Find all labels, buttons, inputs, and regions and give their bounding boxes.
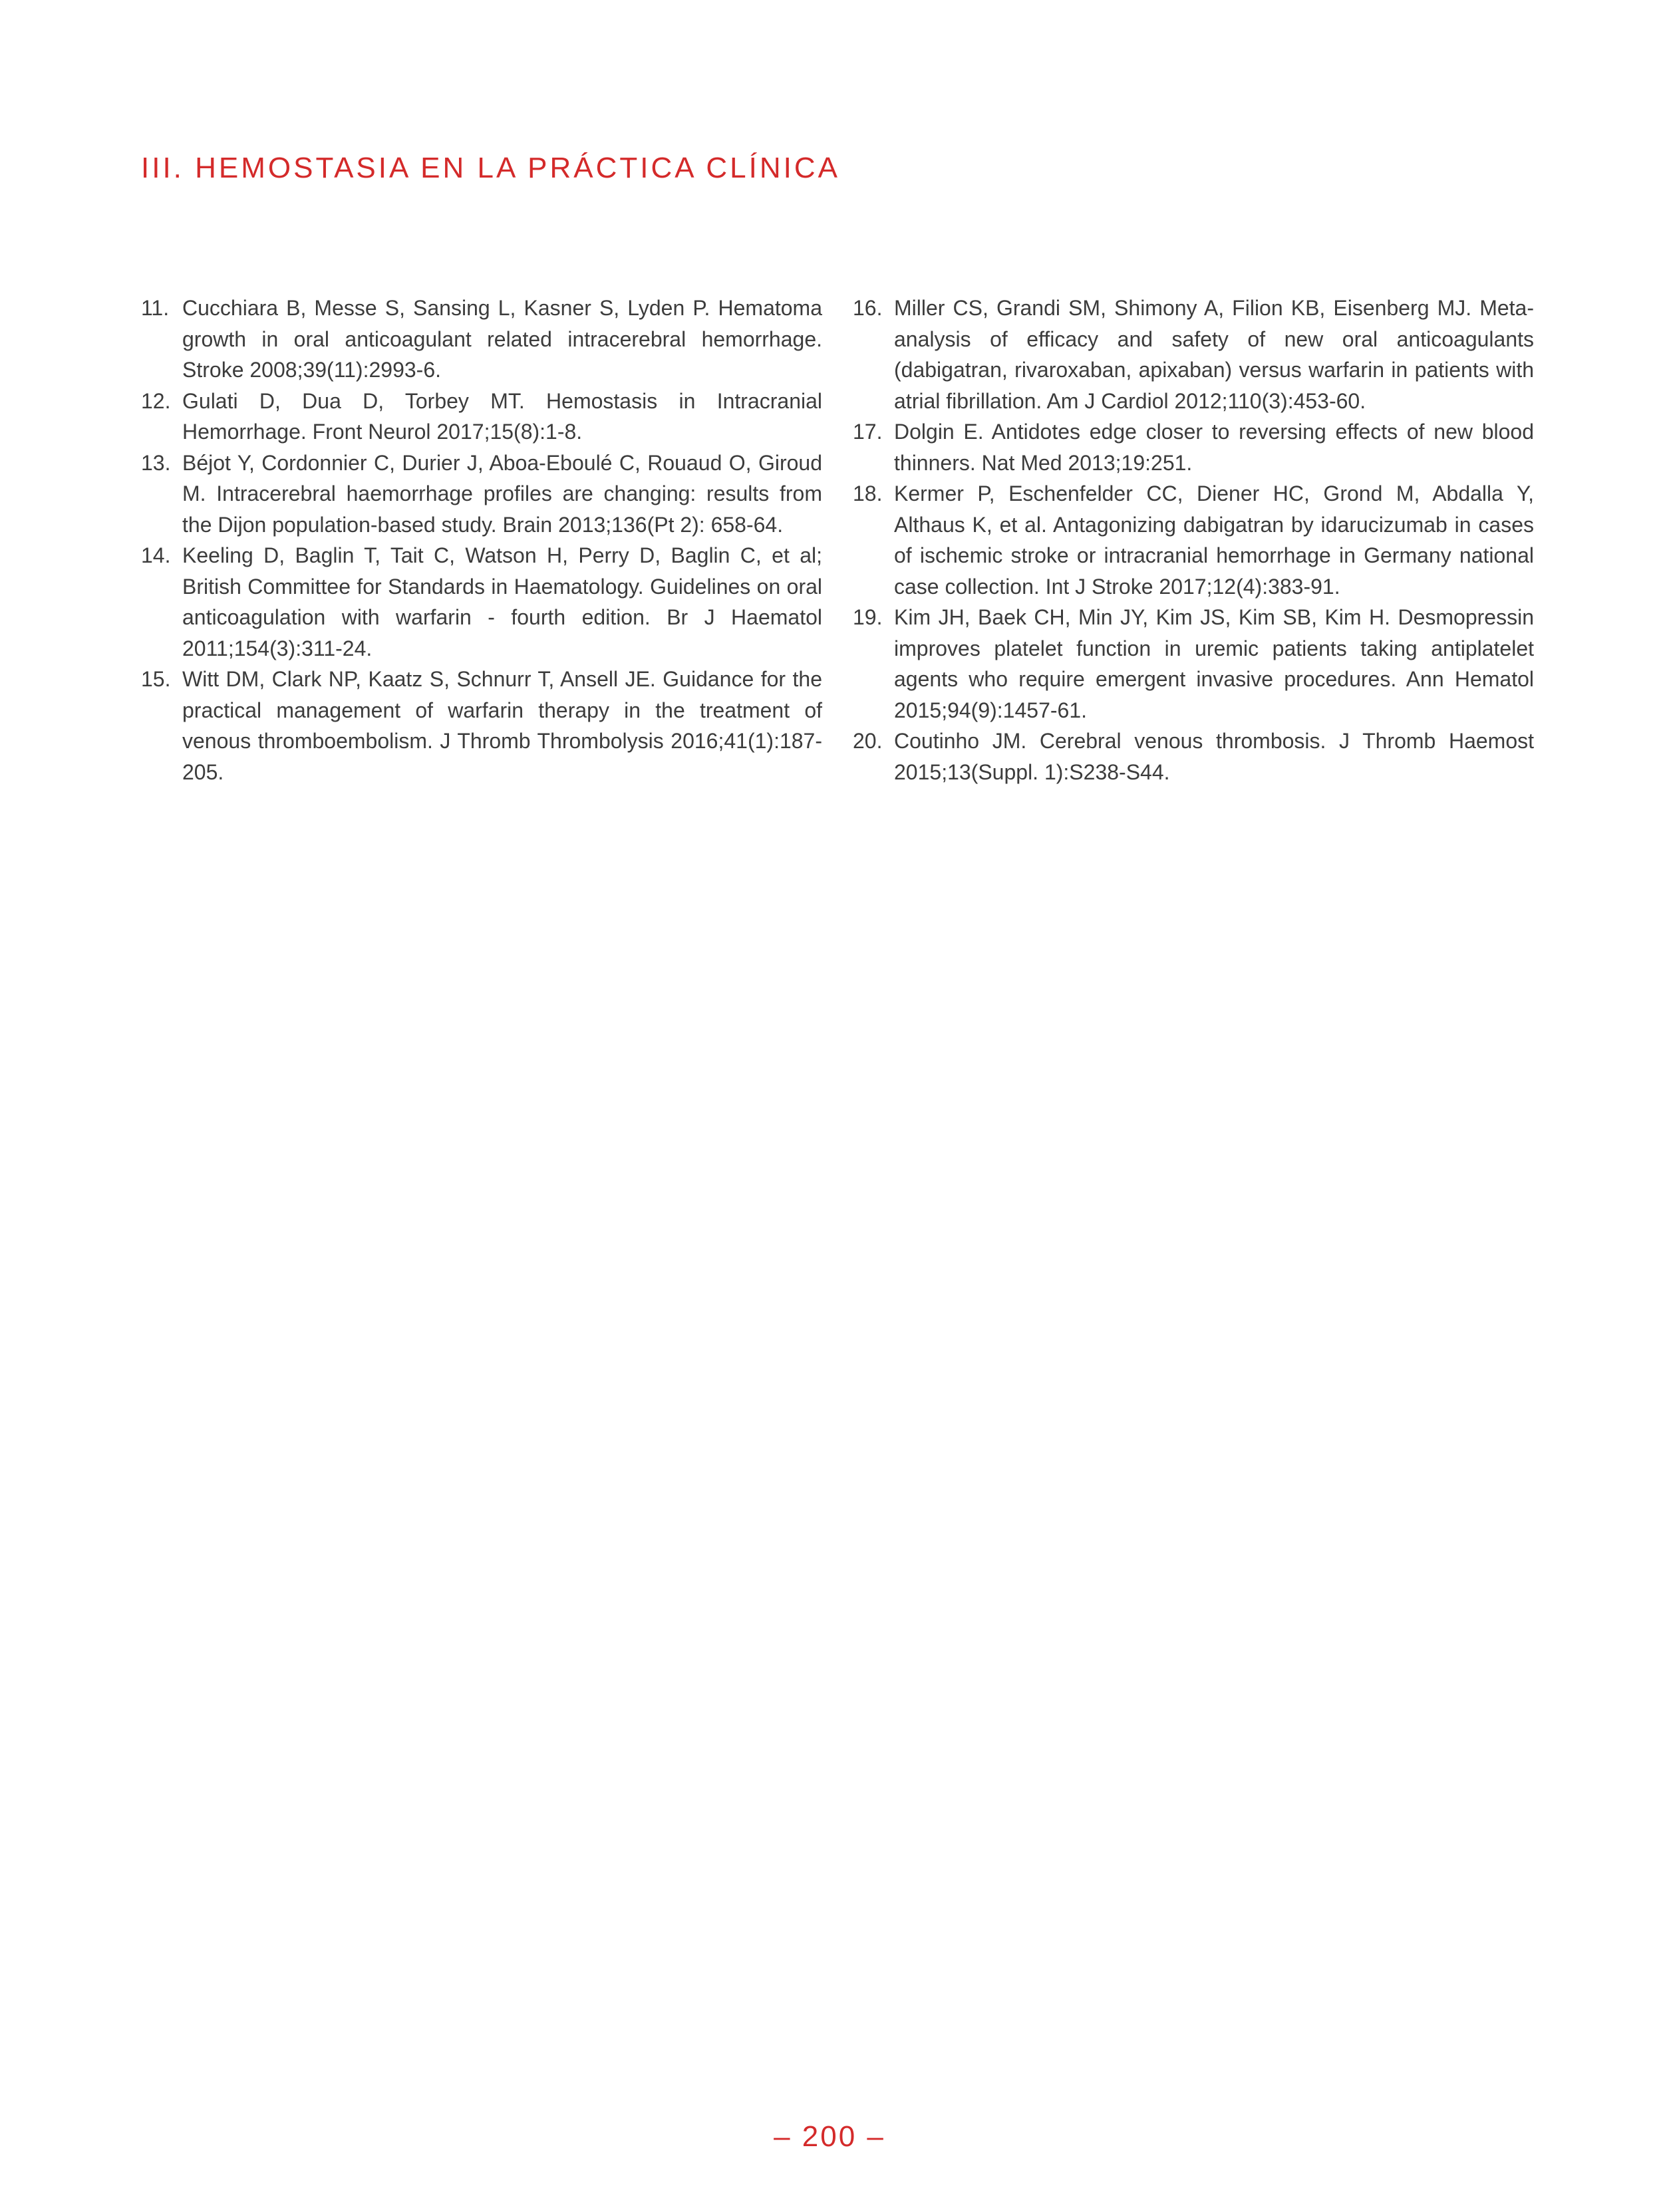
reference-number: 11. <box>141 296 170 320</box>
reference-text: Cucchiara B, Messe S, Sansing L, Kasner S, Lyden P. Hematoma growth in oral anticoagulant related intracerebral hemorrhage. Stroke 2008;39(11):2993-6. <box>182 296 822 382</box>
page-number: – 200 – <box>774 2120 885 2153</box>
reference-item <box>141 386 822 448</box>
reference-text: Kim JH, Baek CH, Min JY, Kim JS, Kim SB, Kim H. Desmopressin improves platelet function in uremic patients taking antiplatelet agents who require emergent invasive procedures. Ann Hematol 2015;94(9):1457-61. <box>894 605 1534 722</box>
reference-item <box>141 293 822 386</box>
references-right-column <box>853 293 1534 787</box>
references-left-column <box>141 293 822 787</box>
reference-text: Miller CS, Grandi SM, Shimony A, Filion KB, Eisenberg MJ. Meta-analysis of efficacy and safety of new oral anticoagulants (dabigatran, rivaroxaban, apixaban) versus warfarin in patients with atrial fibrillation. Am J Cardiol 2012;110(3):453-60. <box>894 296 1534 413</box>
reference-number: 16. <box>853 296 883 320</box>
reference-item <box>141 540 822 664</box>
reference-text: Witt DM, Clark NP, Kaatz S, Schnurr T, Ansell JE. Guidance for the practical management of warfarin therapy in the treatment of venous thromboembolism. J Thromb Thrombolysis 2016;41(1):187-205. <box>182 667 822 784</box>
reference-number: 19. <box>853 605 883 629</box>
reference-item <box>853 726 1534 787</box>
reference-text: Coutinho JM. Cerebral venous thrombosis. J Thromb Haemost 2015;13(Suppl. 1):S238-S44. <box>894 729 1534 784</box>
reference-item <box>853 478 1534 602</box>
reference-number: 18. <box>853 482 883 505</box>
reference-item <box>141 664 822 787</box>
reference-text: Béjot Y, Cordonnier C, Durier J, Aboa-Eboulé C, Rouaud O, Giroud M. Intracerebral haemorrhage profiles are changing: results from the Dijon population-based study. Brain 2013;136(Pt 2): 658-64. <box>182 450 822 537</box>
reference-number: 12. <box>141 388 171 413</box>
reference-text: Gulati D, Dua D, Torbey MT. Hemostasis in Intracranial Hemorrhage. Front Neurol 2017;15(8):1-8. <box>182 388 822 444</box>
reference-item <box>853 293 1534 416</box>
reference-number: 13. <box>141 450 171 475</box>
section-header: III. HEMOSTASIA EN LA PRÁCTICA CLÍNICA <box>141 152 840 184</box>
reference-item <box>141 448 822 541</box>
reference-number: 14. <box>141 543 171 567</box>
reference-text: Kermer P, Eschenfelder CC, Diener HC, Grond M, Abdalla Y, Althaus K, et al. Antagonizing dabigatran by idarucizumab in cases of ischemic stroke or intracranial hemorrhage in Germany national case collection. Int J Stroke 2017;12(4):383-91. <box>894 482 1534 599</box>
reference-number: 15. <box>141 667 171 691</box>
reference-text: Keeling D, Baglin T, Tait C, Watson H, Perry D, Baglin C, et al; British Committee for Standards in Haematology. Guidelines on oral anticoagulation with warfarin - fourth edition. Br J Haematol 2011;154(3):311-24. <box>182 543 822 660</box>
reference-text: Dolgin E. Antidotes edge closer to reversing effects of new blood thinners. Nat Med 2013;19:251. <box>894 420 1534 475</box>
reference-number: 20. <box>853 729 883 753</box>
reference-item <box>853 602 1534 726</box>
reference-number: 17. <box>853 420 883 444</box>
reference-item <box>853 416 1534 478</box>
